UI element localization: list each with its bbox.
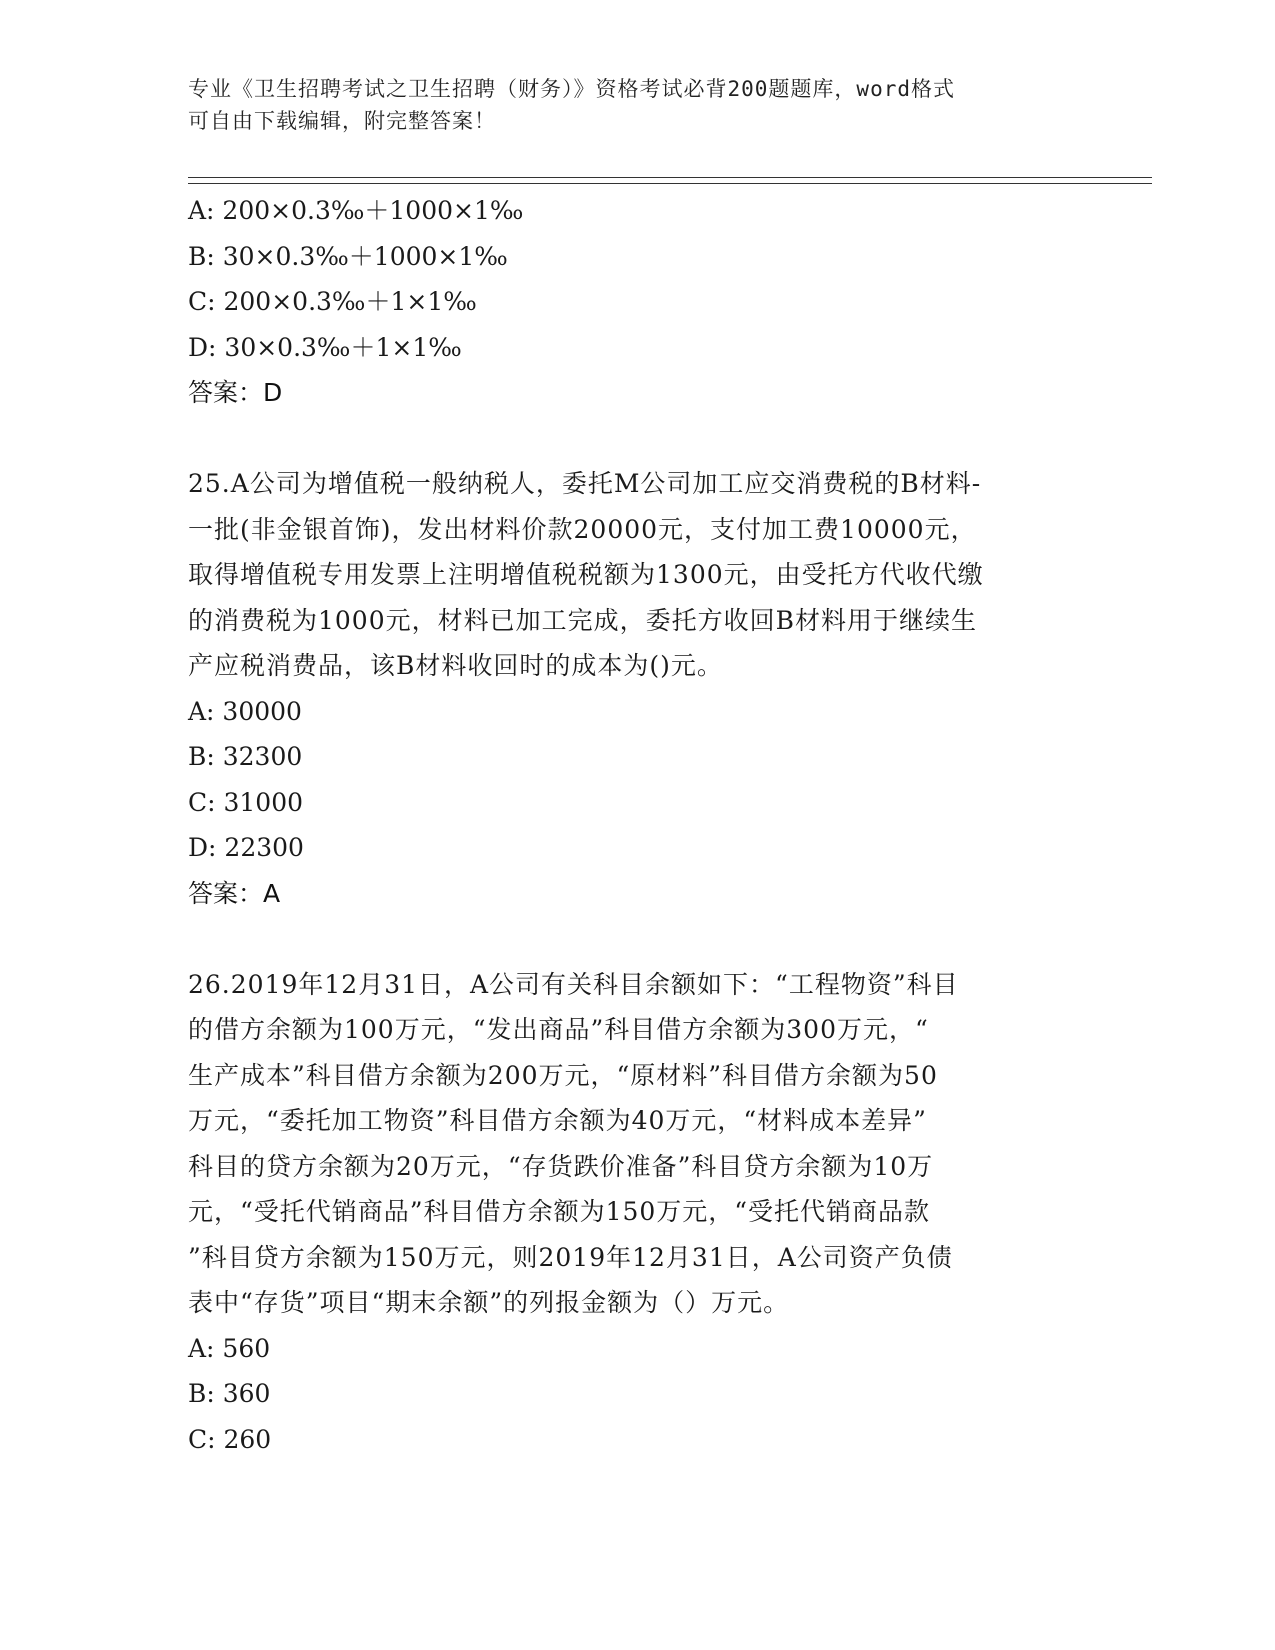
option-d: D: 22300: [188, 833, 304, 862]
option-a: A: 200×0.3‰＋1000×1‰: [188, 196, 524, 225]
question-26-text-line: 26.2019年12月31日，A公司有关科目余额如下：“工程物资”科目: [188, 969, 959, 999]
spacer: [188, 917, 1088, 962]
option-a: A: 30000: [188, 696, 302, 726]
option-c: C: 200×0.3‰＋1×1‰: [188, 287, 477, 316]
document-header: [188, 73, 1068, 137]
question-26-text-line: 生产成本”科目借方余额为200万元，“原材料”科目借方余额为50: [188, 1060, 938, 1090]
question-26-text-line: 的借方余额为100万元，“发出商品”科目借方余额为300万元，“: [188, 1015, 929, 1044]
answer-line: 答案：A: [188, 878, 281, 908]
question-26-text-line: 科目的贷方余额为20万元，“存货跌价准备”科目贷方余额为10万: [188, 1151, 934, 1181]
header-divider-bottom: [188, 183, 1152, 184]
question-25-text-line: 25.A公司为增值税一般纳税人，委托M公司加工应交消费税的B材料-: [188, 469, 982, 498]
prev-question-block: [188, 188, 1088, 416]
question-26-text-line: ”科目贷方余额为150万元，则2019年12月31日，A公司资产负债: [188, 1242, 953, 1272]
question-25-text-line: 的消费税为1000元，材料已加工完成，委托方收回B材料用于继续生: [188, 605, 977, 635]
question-25-block: [188, 461, 1088, 917]
document-body: [188, 188, 1088, 1462]
header-title-line-1: 专业《卫生招聘考试之卫生招聘（财务）》资格考试必背200题题库，word格式: [188, 77, 955, 101]
question-25-text-line: 产应税消费品，该B材料收回时的成本为()元。: [188, 651, 723, 680]
spacer: [188, 416, 1088, 461]
option-c: C: 31000: [188, 787, 304, 817]
question-25-text-line: 一批(非金银首饰)，发出材料价款20000元，支付加工费10000元，: [188, 514, 977, 544]
option-b: B: 32300: [188, 742, 303, 771]
question-26-text-line: 表中“存货”项目“期末余额”的列报金额为（）万元。: [188, 1288, 790, 1317]
option-c: C: 260: [188, 1424, 272, 1454]
answer-line: 答案：D: [188, 378, 283, 407]
question-26-text-line: 元，“受托代销商品”科目借方余额为150万元，“受托代销商品款: [188, 1197, 931, 1226]
option-a: A: 560: [188, 1333, 271, 1363]
question-26-block: [188, 962, 1088, 1463]
header-title-line-2: 可自由下载编辑，附完整答案！: [188, 109, 496, 133]
option-b: B: 360: [188, 1379, 271, 1408]
question-26-text-line: 万元，“委托加工物资”科目借方余额为40万元，“材料成本差异”: [188, 1106, 927, 1135]
option-d: D: 30×0.3‰＋1×1‰: [188, 332, 462, 362]
option-b: B: 30×0.3‰＋1000×1‰: [188, 241, 508, 271]
header-divider-top: [188, 177, 1152, 178]
question-25-text-line: 取得增值税专用发票上注明增值税税额为1300元，由受托方代收代缴: [188, 560, 984, 589]
